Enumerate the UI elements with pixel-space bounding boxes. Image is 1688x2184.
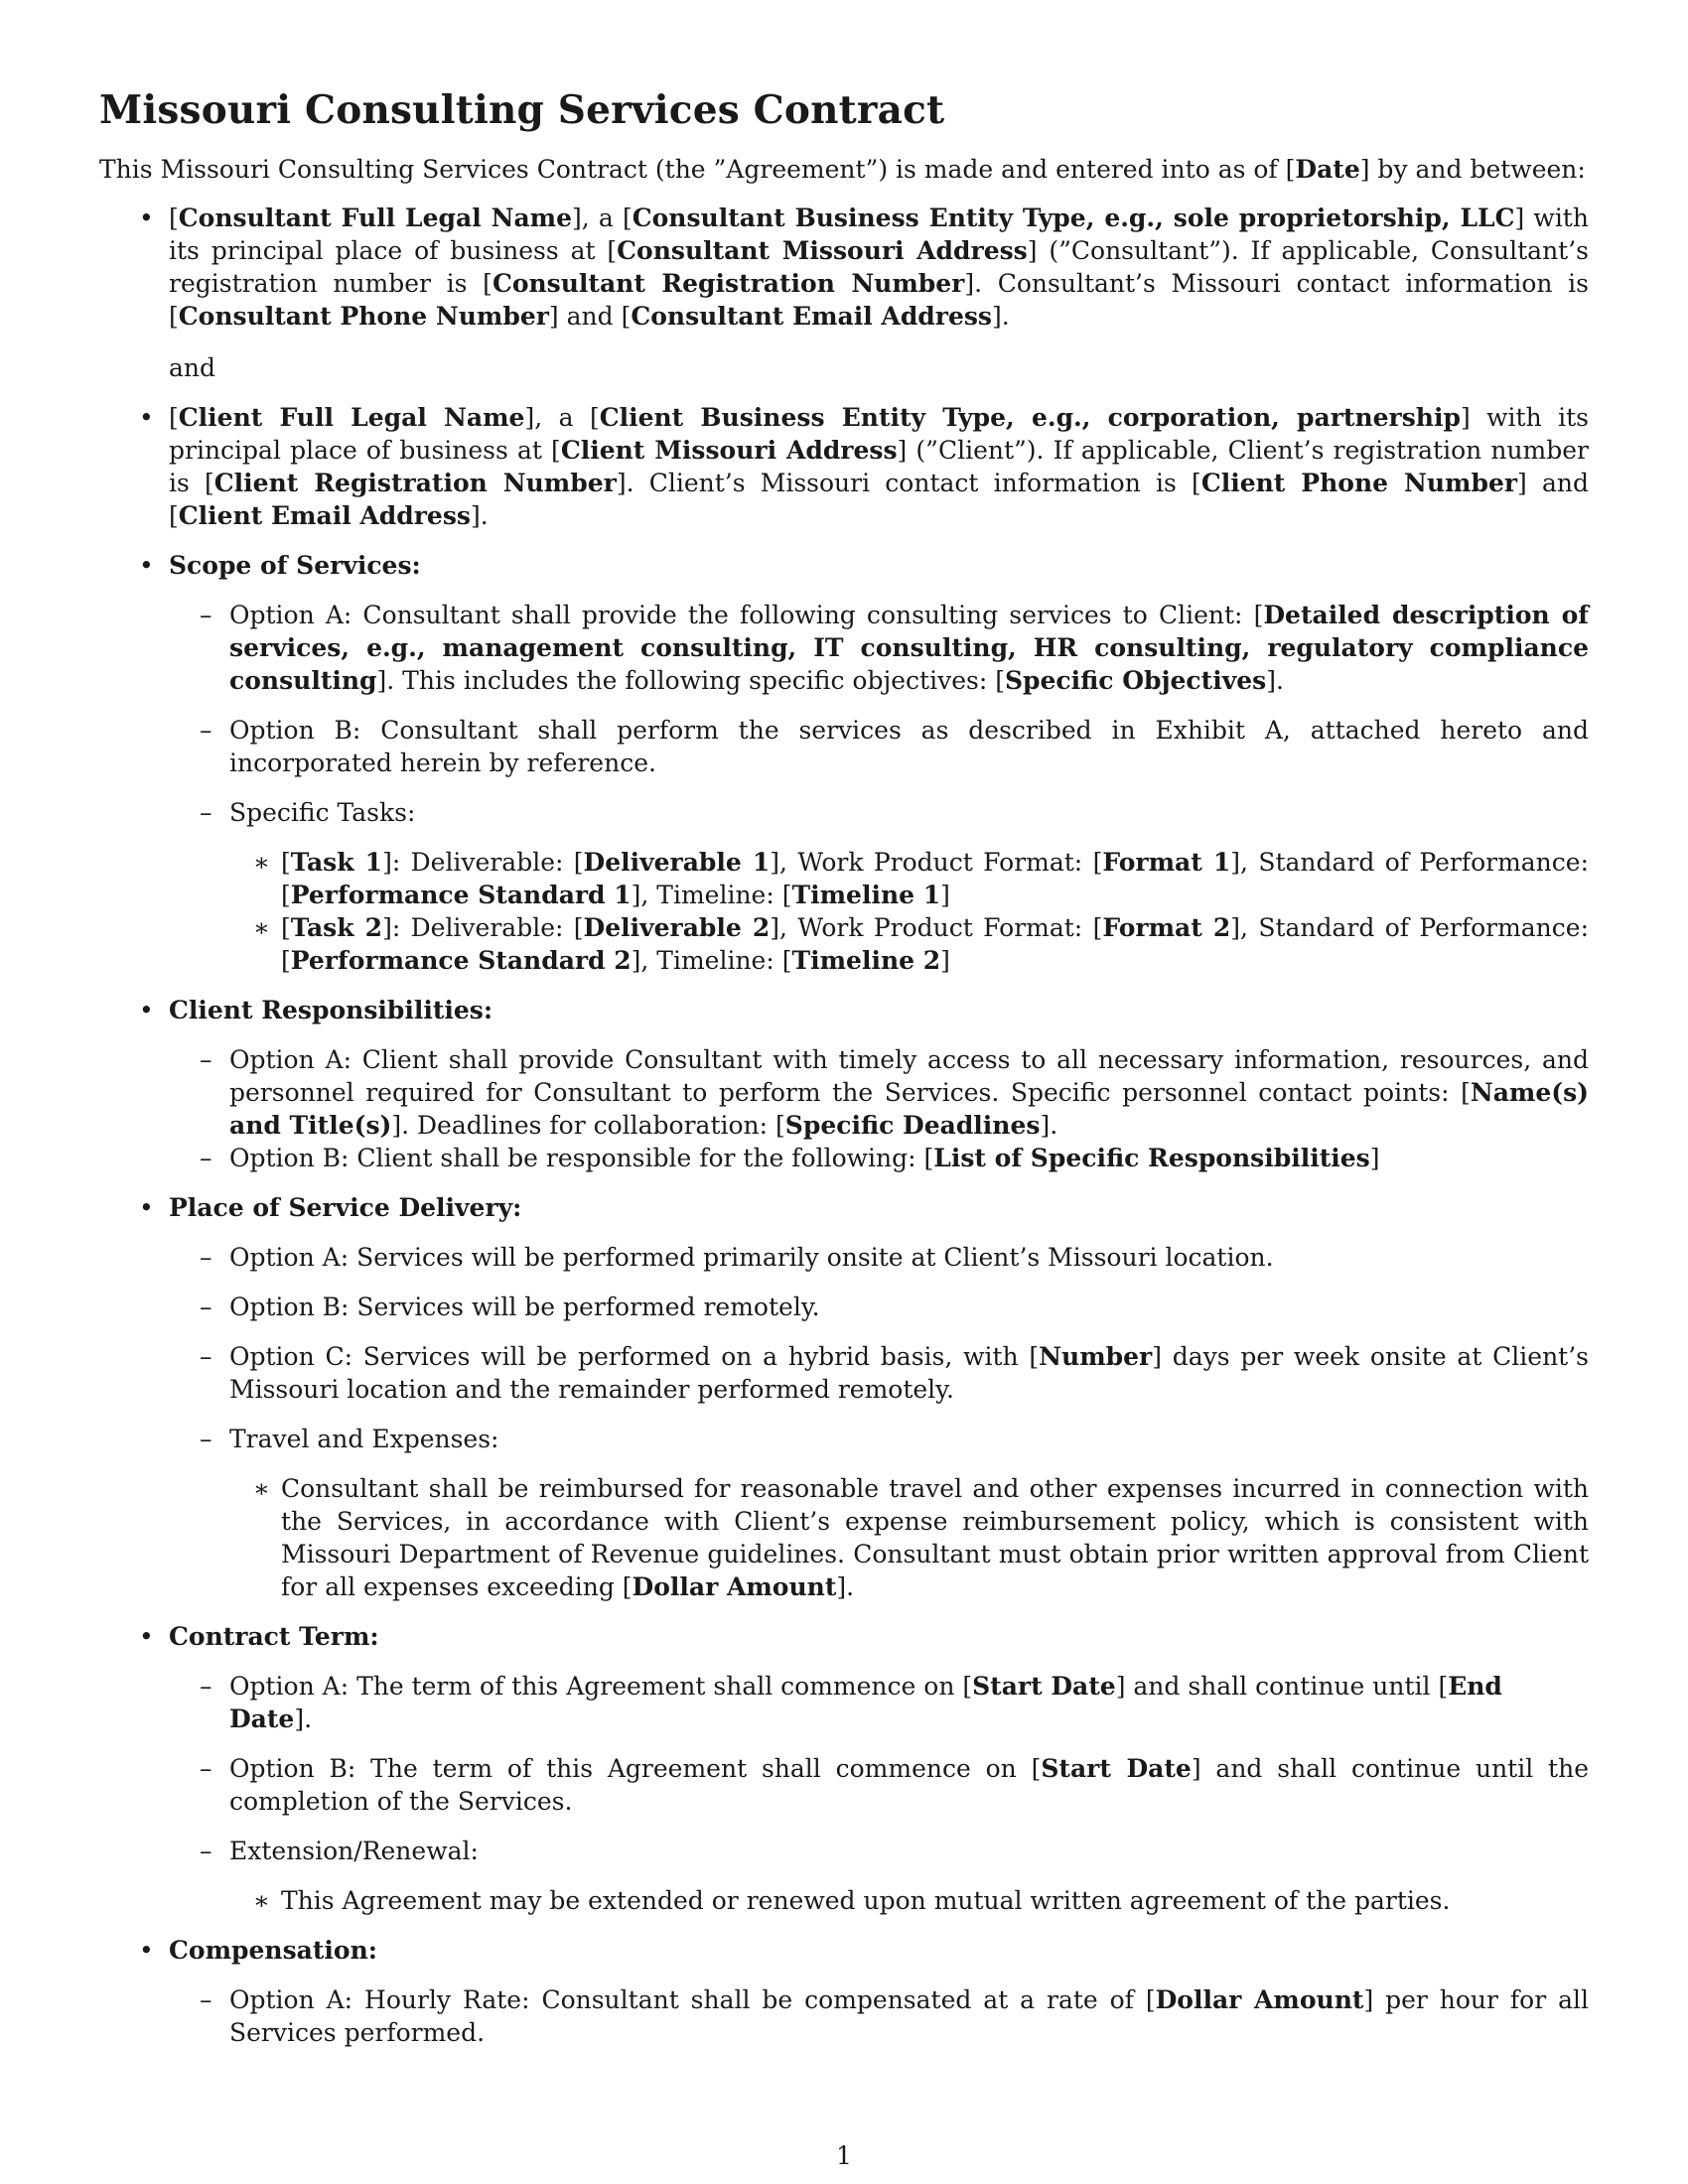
- date-placeholder: Date: [1295, 155, 1360, 184]
- client-party: • [Client Full Legal Name], a [Client Business Entity Type, e.g., corporation, partnership] with its principal place of business at [Client Missouri Address] (”Client”). If applicable, Client’s registration number is [Client Registration Number]. Client’s Missouri contact information is [Client Phone Number] and [Client Email Address].: [169, 401, 1589, 532]
- compensation-option-a: – Option A: Hourly Rate: Consultant shall be compensated at a rate of [Dollar Amount] per hour for all Services performed.: [229, 1983, 1589, 2049]
- page-number: 1: [836, 2141, 852, 2170]
- section-heading: Contract Term:: [169, 1622, 379, 1651]
- place-option-b: – Option B: Services will be performed remotely.: [229, 1291, 1589, 1323]
- responsibilities-option-a: – Option A: Client shall provide Consultant with timely access to all necessary information, resources, and personnel required for Consultant to perform the Services. Specific personnel contact points: [Name(s) and Title(s)]. Deadlines for collaboration: [Specific Deadlines].: [229, 1043, 1589, 1142]
- document-body: [99, 87, 1589, 2066]
- travel-item: ∗ Consultant shall be reimbursed for reasonable travel and other expenses incurred in connection with the Services, in accordance with Client’s expense reimbursement policy, which is consistent with Missouri Department of Revenue guidelines. Consultant must obtain prior written approval from Client for all expenses exceeding [Dollar Amount].: [281, 1472, 1589, 1603]
- task-item: ∗ [Task 2]: Deliverable: [Deliverable 2], Work Product Format: [Format 2], Standard of Performance: [Performance Standard 2], Timeline: [Timeline 2]: [281, 911, 1589, 977]
- term-option-a: – Option A: The term of this Agreement shall commence on [Start Date] and shall continue until [End Date].: [229, 1670, 1589, 1735]
- section-heading: Client Responsibilities:: [169, 996, 493, 1024]
- contract-sections: [99, 202, 1589, 2049]
- responsibilities-option-b: – Option B: Client shall be responsible for the following: [List of Specific Responsibilities]: [229, 1142, 1589, 1174]
- section-client-responsibilities: [169, 994, 1589, 1174]
- place-option-a: – Option A: Services will be performed primarily onsite at Client’s Missouri location.: [229, 1241, 1589, 1274]
- scope-option-a: – Option A: Consultant shall provide the following consulting services to Client: [Detailed description of services, e.g., management consulting, IT consulting, HR consulting, regulatory compliance consulting]. This includes the following specific objectives: [Specific Objectives].: [229, 599, 1589, 697]
- section-compensation: [169, 1934, 1589, 2049]
- intro-paragraph: This Missouri Consulting Services Contract (the ”Agreement”) is made and entered into as of [Date] by and between:: [99, 155, 1586, 184]
- section-contract-term: [169, 1620, 1589, 1917]
- place-option-c: – Option C: Services will be performed on a hybrid basis, with [Number] days per week onsite at Client’s Missouri location and the remainder performed remotely.: [229, 1340, 1589, 1406]
- scope-specific-tasks: – Specific Tasks: ∗ [Task 1]: Deliverable: [Deliverable 1], Work Product Format: [Format 1], Standard of Performance: [Performance Standard 1], Timeline: [Timeline 1] ∗ [Task 2]: Deliverable: [Deliverable 2], Work Product Format: [Format 2], Standard of Performance: [Performance Standard 2], Timeline: [Timeline 2]: [229, 796, 1589, 977]
- scope-option-b: – Option B: Consultant shall perform the services as described in Exhibit A, attached hereto and incorporated herein by reference.: [229, 714, 1589, 779]
- and-connector: and: [169, 353, 216, 382]
- task-item: ∗ [Task 1]: Deliverable: [Deliverable 1], Work Product Format: [Format 1], Standard of Performance: [Performance Standard 1], Timeline: [Timeline 1]: [281, 846, 1589, 911]
- section-place-of-service: [169, 1191, 1589, 1603]
- section-heading: Scope of Services:: [169, 551, 421, 580]
- place-travel-expenses: – Travel and Expenses: ∗ Consultant shall be reimbursed for reasonable travel and other expenses incurred in connection with the Services, in accordance with Client’s expense reimbursement policy, which is consistent with Missouri Department of Revenue guidelines. Consultant must obtain prior written approval from Client for all expenses exceeding [Dollar Amount].: [229, 1423, 1589, 1603]
- term-option-b: – Option B: The term of this Agreement shall commence on [Start Date] and shall continue until the completion of the Services.: [229, 1752, 1589, 1818]
- extension-item: ∗ This Agreement may be extended or renewed upon mutual written agreement of the parties.: [281, 1884, 1589, 1917]
- term-extension: – Extension/Renewal: ∗ This Agreement may be extended or renewed upon mutual written agreement of the parties.: [229, 1835, 1589, 1917]
- section-scope-of-services: [169, 549, 1589, 977]
- section-heading: Place of Service Delivery:: [169, 1193, 522, 1222]
- section-heading: Compensation:: [169, 1936, 377, 1965]
- consultant-party: • [Consultant Full Legal Name], a [Consultant Business Entity Type, e.g., sole proprietorship, LLC] with its principal place of business at [Consultant Missouri Address] (”Consultant”). If applicable, Consultant’s registration number is [Consultant Registration Number]. Consultant’s Missouri contact information is [Consultant Phone Number] and [Consultant Email Address]. and: [169, 202, 1589, 384]
- document-title: Missouri Consulting Services Contract: [99, 87, 945, 133]
